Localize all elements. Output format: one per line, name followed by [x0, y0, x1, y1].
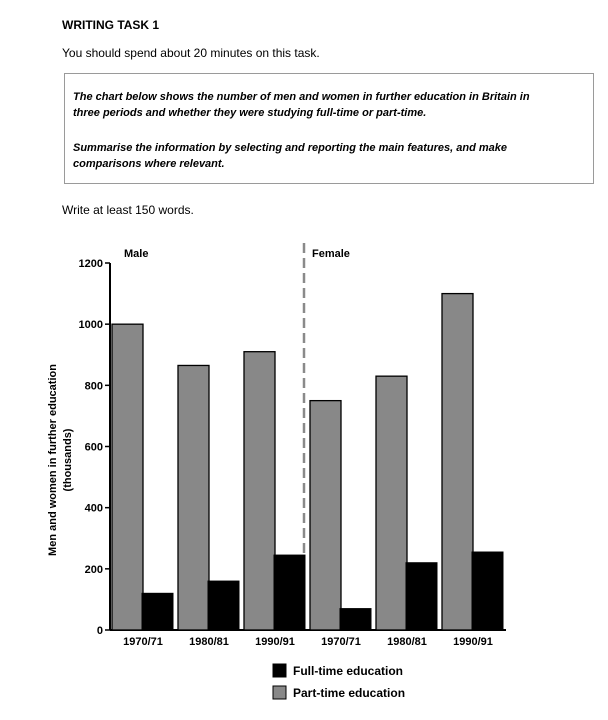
prompt-instruction: Summarise the information by selecting and reporting the main features, and make comparisons where relevant. [73, 142, 507, 170]
bar-fulltime-male-1970-71 [142, 593, 173, 630]
x-tick-label: 1980/81 [189, 636, 229, 648]
x-tick-label: 1990/91 [453, 636, 493, 648]
bar-parttime-female-1980-81 [376, 376, 407, 630]
time-instruction: You should spend about 20 minutes on this task. [62, 46, 320, 60]
bar-parttime-male-1970-71 [112, 324, 143, 630]
y-tick-label: 0 [96, 625, 103, 637]
bar-parttime-female-1990-91 [442, 294, 473, 630]
bar-fulltime-female-1970-71 [340, 609, 371, 630]
bar-parttime-male-1980-81 [178, 365, 209, 630]
y-tick-label: 1000 [78, 319, 103, 332]
y-tick-label: 400 [84, 502, 103, 515]
y-tick-label: 800 [84, 380, 103, 393]
x-tick-label: 1990/91 [255, 636, 295, 648]
x-tick-label: 1980/81 [387, 636, 427, 648]
word-count-instruction: Write at least 150 words. [62, 203, 194, 217]
bar-fulltime-male-1990-91 [274, 555, 305, 630]
group-label-male: Male [124, 248, 149, 260]
legend-swatch-full-time [273, 664, 286, 677]
legend-label-part-time: Part-time education [293, 686, 406, 700]
x-tick-label: 1970/71 [321, 636, 361, 648]
y-tick-label: 600 [84, 441, 103, 454]
bar-fulltime-male-1980-81 [208, 581, 239, 630]
legend-swatch-part-time [273, 686, 286, 699]
bar-parttime-female-1970-71 [310, 401, 341, 630]
y-tick-label: 200 [84, 563, 103, 576]
bar-parttime-male-1990-91 [244, 352, 275, 630]
y-axis-label-units: (thousands) [62, 428, 74, 492]
prompt-description: The chart below shows the number of men and women in further education in Britain in three periods and whether they were studying full-time or part-time. [73, 91, 530, 119]
group-label-female: Female [312, 248, 350, 260]
legend-label-full-time: Full-time education [293, 664, 404, 678]
bar-fulltime-female-1980-81 [406, 563, 437, 630]
x-tick-label: 1970/71 [123, 636, 163, 648]
bar-fulltime-female-1990-91 [472, 552, 503, 630]
task-title: WRITING TASK 1 [62, 18, 160, 32]
y-axis-label: Men and women in further education [47, 364, 59, 556]
y-tick-label: 1200 [78, 258, 103, 270]
